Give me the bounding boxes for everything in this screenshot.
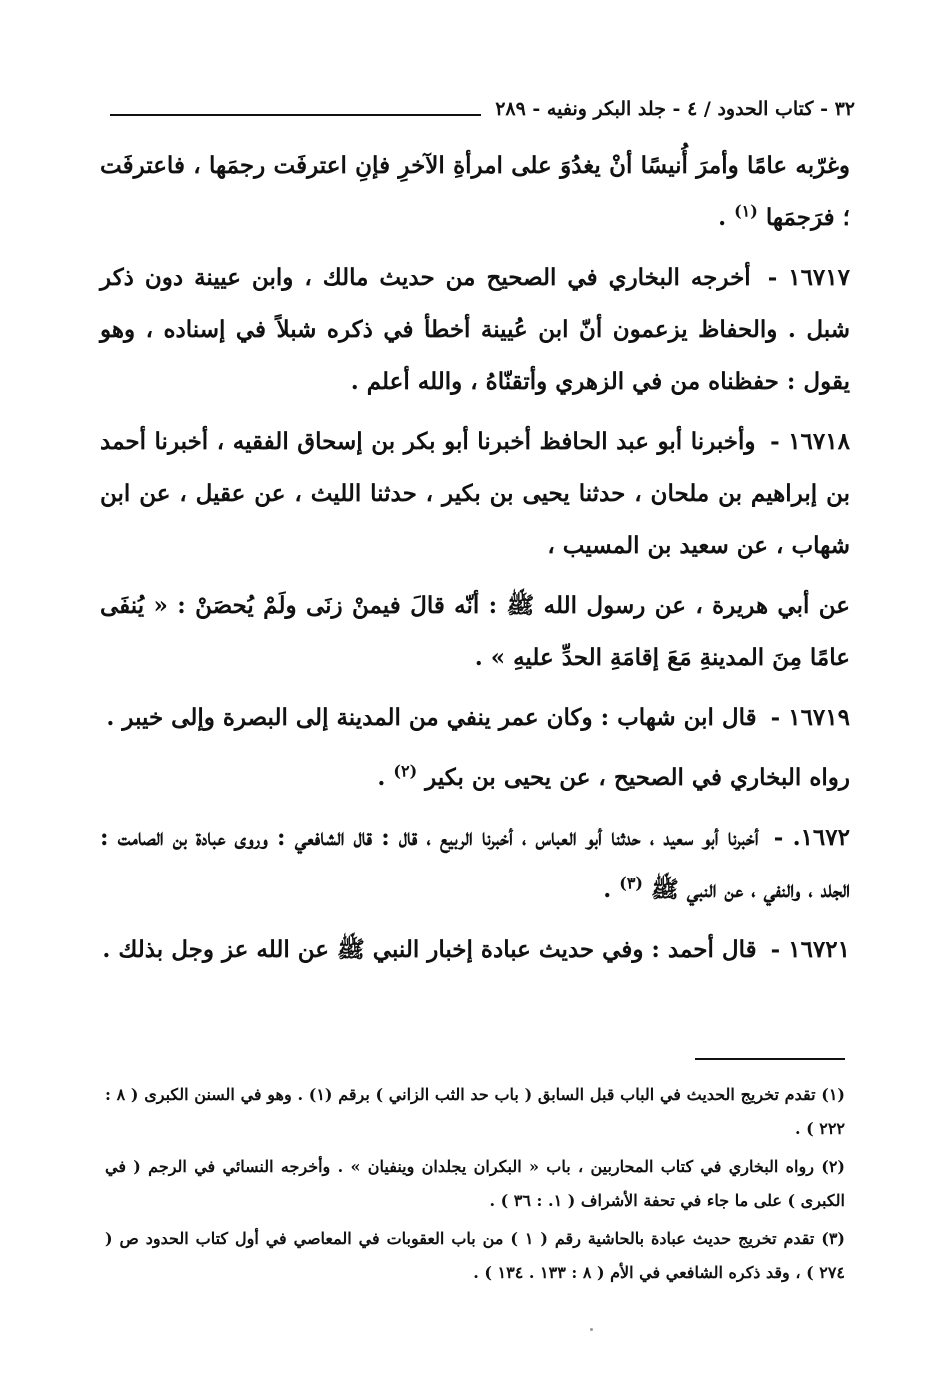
footnote-marker: (٣) [619,873,643,893]
running-header [110,80,855,120]
hadith-paragraph [100,692,850,744]
hadith-number: ١٦٧١٧ - [767,264,850,291]
paragraph-text: قال ابن شهاب : وكان عمر ينفي من المدينة إلى البصرة وإلى خيبر . [106,704,757,731]
paragraph-text: وأخبرنا أبو عبد الحافظ أخبرنا أبو بكر بن إسحاق الفقيه ، أخبرنا أحمد بن إبراهيم بن ملحان ، حدثنا يحيى بن بكير ، حدثنا الليث ، عن عقيل ، عن ابن شهاب ، عن سعيد بن المسيب ، [100,428,850,559]
footnote: (٢) رواه البخاري في كتاب المحاربين ، باب « البكران يجلدان وينفيان » . وأخرجه النسائي في الرجم ( في الكبرى ) على ما جاء في تحفة الأشراف ( ١. : ٣٦ ) . [105,1157,845,1210]
scan-speck [590,1328,593,1331]
hadith-paragraph [100,416,850,572]
hadith-number: ١٦٧١٨ - [770,428,850,455]
paragraph [100,580,850,684]
paragraph-tail: . [377,764,386,791]
hadith-paragraph [100,252,850,408]
paragraph-text: أخرجه البخاري في الصحيح من حديث مالك ، وابن عيينة دون ذكر شبل . والحفاظ يزعمون أنّ ابن عُيينة أخطأ في ذكره شبلاً في إسناده ، وهو يقول : حفظناه من في الزهري وأتقنّاهُ ، والله أعلم . [100,264,850,395]
paragraph-text: أخبرنا أبو سعيد ، حدثنا أبو العباس ، أخبرنا الربيع ، قال : قال الشافعي : وروى عبادة بن الصامت : الجلد ، والنفي ، عن النبي ﷺ [100,824,850,903]
header-rule [110,114,481,116]
hadith-number: ١٦٧١٩ - [770,704,850,731]
hadith-paragraph [100,812,850,916]
footnote: (٣) تقدم تخريج حديث عبادة بالحاشية رقم ( ١ ) من باب العقوبات في المعاصي في أول كتاب الحدود ص ( ٢٧٤ ) ، وقد ذكره الشافعي في الأم ( ٨ : ١٣٣ . ١٣٤ ) . [105,1229,845,1282]
paragraph [100,140,850,244]
main-text [100,140,850,984]
footnote-separator [695,1058,845,1060]
paragraph-text: وغرّبه عامًا وأمرَ أُنيسًا أنْ يغدُوَ على امرأةِ الآخرِ فإنِ اعترفَت رجمَها ، فاعترفَت ؛ فرَجمَها [100,152,850,231]
footnote-marker: (٢) [393,761,418,781]
paragraph [100,752,850,804]
paragraph-text: عن أبي هريرة ، عن رسول الله ﷺ : أنّه قالَ فيمنْ زنَى ولَمْ يُحصَنْ : « يُنفَى عامًا مِنَ المدينةِ مَعَ إقامَةِ الحدِّ عليهِ » . [100,592,850,671]
hadith-paragraph [100,924,850,976]
hadith-number: ١٦٧٢١ - [770,936,850,963]
paragraph-text: رواه البخاري في الصحيح ، عن يحيى بن بكير [425,764,850,791]
header-title: ٣٢ - كتاب الحدود / ٤ - جلد البكر ونفيه - ٢٨٩ [495,98,855,120]
paragraph-tail: . [718,204,727,231]
footnote-marker: (١) [734,201,758,221]
hadith-number: ١٦٧٢. - [773,824,850,851]
footnote: (١) تقدم تخريج الحديث في الباب قبل السابق ( باب حد الثب الزاني ) برقم (١) . وهو في السنن الكبرى ( ٨ : ٢٢٢ ) . [105,1085,845,1138]
paragraph-text: قال أحمد : وفي حديث عبادة إخبار النبي ﷺ عن الله عز وجل بذلك . [102,936,757,963]
footnotes [105,1078,845,1294]
paragraph-tail: . [603,876,612,903]
